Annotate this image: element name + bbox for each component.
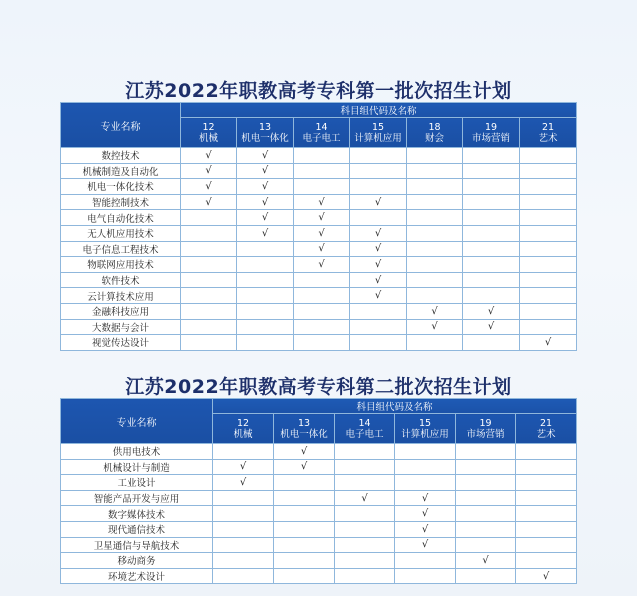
check-mark-cell: √	[407, 303, 463, 319]
table-row	[61, 210, 577, 226]
subject-name: 市场营销	[471, 132, 510, 144]
check-mark-cell	[407, 241, 463, 257]
subject-code: 19	[479, 417, 492, 429]
subject-column-header	[456, 414, 516, 444]
check-mark-cell: √	[181, 194, 237, 210]
check-mark-cell	[520, 303, 577, 319]
check-mark-cell: √	[237, 179, 294, 195]
check-mark-cell	[274, 490, 335, 506]
subject-column-header	[395, 414, 456, 444]
check-mark-cell	[407, 225, 463, 241]
check-mark-cell: √	[350, 272, 407, 288]
check-mark-cell	[395, 475, 456, 491]
check-mark-cell: √	[213, 459, 274, 475]
check-mark-cell	[237, 303, 294, 319]
major-name-cell: 软件技术	[61, 272, 181, 288]
table-row	[61, 303, 577, 319]
check-mark-cell: √	[237, 148, 294, 164]
check-mark-cell	[237, 272, 294, 288]
check-mark-cell	[463, 179, 520, 195]
major-name-cell: 电气自动化技术	[61, 210, 181, 226]
major-name-cell: 机械制造及自动化	[61, 163, 181, 179]
subject-column-header	[274, 414, 335, 444]
subject-name: 机械	[233, 428, 253, 440]
major-name-cell: 无人机应用技术	[61, 225, 181, 241]
major-name-cell: 视觉传达设计	[61, 335, 181, 351]
major-name-cell: 机械设计与制造	[61, 459, 213, 475]
check-mark-cell: √	[294, 210, 350, 226]
check-mark-cell	[181, 257, 237, 273]
check-mark-cell	[407, 335, 463, 351]
check-mark-cell	[516, 537, 577, 553]
check-mark-cell	[181, 210, 237, 226]
major-name-cell: 物联网应用技术	[61, 257, 181, 273]
check-mark-cell	[520, 194, 577, 210]
check-mark-cell: √	[181, 148, 237, 164]
table-row	[61, 241, 577, 257]
check-mark-cell	[407, 210, 463, 226]
check-mark-cell	[516, 521, 577, 537]
check-mark-cell	[350, 303, 407, 319]
check-mark-cell: √	[274, 444, 335, 460]
subject-name: 机电一体化	[280, 428, 328, 440]
major-name-cell: 现代通信技术	[61, 521, 213, 537]
check-mark-cell	[456, 444, 516, 460]
check-mark-cell	[181, 303, 237, 319]
check-mark-cell	[407, 194, 463, 210]
check-mark-cell: √	[350, 194, 407, 210]
subject-code: 15	[418, 417, 432, 429]
check-mark-cell	[520, 210, 577, 226]
check-mark-cell: √	[463, 303, 520, 319]
check-mark-cell	[520, 272, 577, 288]
check-mark-cell	[395, 568, 456, 584]
check-mark-cell	[350, 148, 407, 164]
check-mark-cell	[350, 163, 407, 179]
check-mark-cell	[294, 335, 350, 351]
check-mark-cell	[294, 319, 350, 335]
check-mark-cell	[294, 179, 350, 195]
check-mark-cell	[516, 459, 577, 475]
check-mark-cell: √	[294, 225, 350, 241]
check-mark-cell	[456, 459, 516, 475]
table-row	[61, 163, 577, 179]
check-mark-cell: √	[335, 490, 395, 506]
subject-code: 21	[541, 121, 555, 133]
check-mark-cell	[237, 335, 294, 351]
check-mark-cell	[350, 210, 407, 226]
major-name-cell: 电子信息工程技术	[61, 241, 181, 257]
check-mark-cell	[407, 272, 463, 288]
table-row	[61, 335, 577, 351]
check-mark-cell	[463, 194, 520, 210]
check-mark-cell	[335, 521, 395, 537]
check-mark-cell	[237, 241, 294, 257]
major-name-cell: 供用电技术	[61, 444, 213, 460]
table-row	[61, 459, 577, 475]
check-mark-cell	[520, 163, 577, 179]
subject-column-header	[335, 414, 395, 444]
subject-group-header: 科目组代码及名称	[181, 103, 577, 118]
second-batch-plan-table	[60, 398, 577, 584]
check-mark-cell	[213, 521, 274, 537]
check-mark-cell	[181, 272, 237, 288]
check-mark-cell	[213, 553, 274, 569]
subject-code: 13	[258, 121, 272, 133]
check-mark-cell: √	[237, 163, 294, 179]
subject-column-header	[213, 414, 274, 444]
check-mark-cell	[237, 257, 294, 273]
check-mark-cell	[237, 288, 294, 304]
check-mark-cell	[456, 537, 516, 553]
check-mark-cell	[294, 163, 350, 179]
check-mark-cell	[520, 225, 577, 241]
major-header: 专业名称	[61, 399, 213, 444]
subject-code: 12	[202, 121, 215, 133]
check-mark-cell	[516, 506, 577, 522]
check-mark-cell	[456, 506, 516, 522]
first-batch-plan-table	[60, 102, 577, 351]
major-name-cell: 数控技术	[61, 148, 181, 164]
table-row	[61, 475, 577, 491]
check-mark-cell: √	[463, 319, 520, 335]
major-name-cell: 数字媒体技术	[61, 506, 213, 522]
check-mark-cell	[407, 179, 463, 195]
subject-code: 14	[315, 121, 328, 133]
table2-title: 江苏2022年职教高考专科第二批次招生计划	[125, 376, 512, 398]
major-name-cell: 环境艺术设计	[61, 568, 213, 584]
subject-code: 21	[539, 417, 553, 429]
table-row	[61, 288, 577, 304]
major-name-cell: 工业设计	[61, 475, 213, 491]
subject-name: 市场营销	[466, 428, 505, 440]
check-mark-cell	[407, 257, 463, 273]
check-mark-cell	[213, 568, 274, 584]
check-mark-cell	[395, 553, 456, 569]
check-mark-cell	[463, 272, 520, 288]
subject-column-header	[181, 118, 237, 148]
check-mark-cell	[463, 225, 520, 241]
check-mark-cell	[516, 490, 577, 506]
subject-column-header	[463, 118, 520, 148]
check-mark-cell	[520, 288, 577, 304]
check-mark-cell: √	[181, 163, 237, 179]
check-mark-cell	[335, 444, 395, 460]
check-mark-cell	[520, 257, 577, 273]
table-row	[61, 319, 577, 335]
major-name-cell: 智能产品开发与应用	[61, 490, 213, 506]
major-name-cell: 卫星通信与导航技术	[61, 537, 213, 553]
subject-name: 计算机应用	[354, 132, 402, 144]
table-row	[61, 506, 577, 522]
check-mark-cell	[274, 521, 335, 537]
subject-column-header	[237, 118, 294, 148]
check-mark-cell	[463, 257, 520, 273]
subject-column-header	[350, 118, 407, 148]
major-name-cell: 机电一体化技术	[61, 179, 181, 195]
check-mark-cell: √	[350, 257, 407, 273]
subject-column-header	[407, 118, 463, 148]
check-mark-cell	[407, 163, 463, 179]
subject-code: 12	[236, 417, 250, 429]
check-mark-cell	[237, 319, 294, 335]
check-mark-cell	[294, 272, 350, 288]
table-row	[61, 148, 577, 164]
table-row	[61, 194, 577, 210]
check-mark-cell	[181, 241, 237, 257]
check-mark-cell	[274, 475, 335, 491]
subject-column-header	[294, 118, 350, 148]
check-mark-cell: √	[294, 241, 350, 257]
table-row	[61, 537, 577, 553]
subject-name: 艺术	[538, 132, 558, 144]
check-mark-cell	[213, 506, 274, 522]
check-mark-cell	[335, 568, 395, 584]
check-mark-cell	[294, 148, 350, 164]
check-mark-cell	[456, 521, 516, 537]
check-mark-cell	[181, 319, 237, 335]
check-mark-cell: √	[237, 225, 294, 241]
table-row	[61, 272, 577, 288]
check-mark-cell	[294, 303, 350, 319]
table-row	[61, 490, 577, 506]
subject-name: 电子电工	[302, 132, 341, 144]
table-row	[61, 553, 577, 569]
check-mark-cell	[181, 288, 237, 304]
check-mark-cell: √	[350, 241, 407, 257]
check-mark-cell	[395, 444, 456, 460]
check-mark-cell	[516, 444, 577, 460]
subject-code: 19	[484, 121, 498, 133]
check-mark-cell	[463, 163, 520, 179]
subject-code: 14	[358, 417, 371, 429]
subject-name: 机电一体化	[241, 132, 289, 144]
check-mark-cell	[274, 506, 335, 522]
subject-group-header: 科目组代码及名称	[213, 399, 577, 414]
table-row	[61, 521, 577, 537]
check-mark-cell: √	[294, 257, 350, 273]
check-mark-cell	[294, 288, 350, 304]
check-mark-cell	[335, 475, 395, 491]
check-mark-cell: √	[181, 179, 237, 195]
check-mark-cell: √	[395, 506, 456, 522]
check-mark-cell: √	[350, 225, 407, 241]
table-row	[61, 179, 577, 195]
table-row	[61, 444, 577, 460]
subject-name: 财会	[424, 132, 444, 144]
major-name-cell: 大数据与会计	[61, 319, 181, 335]
check-mark-cell: √	[274, 459, 335, 475]
check-mark-cell	[181, 335, 237, 351]
check-mark-cell: √	[395, 521, 456, 537]
check-mark-cell: √	[516, 568, 577, 584]
check-mark-cell	[456, 490, 516, 506]
check-mark-cell	[335, 537, 395, 553]
major-name-cell: 移动商务	[61, 553, 213, 569]
check-mark-cell	[516, 475, 577, 491]
check-mark-cell	[274, 553, 335, 569]
table1-title: 江苏2022年职教高考专科第一批次招生计划	[125, 80, 512, 102]
check-mark-cell: √	[407, 319, 463, 335]
table-row	[61, 257, 577, 273]
check-mark-cell: √	[350, 288, 407, 304]
table-row	[61, 225, 577, 241]
check-mark-cell	[395, 459, 456, 475]
check-mark-cell	[456, 568, 516, 584]
check-mark-cell: √	[294, 194, 350, 210]
table-row	[61, 568, 577, 584]
subject-name: 电子电工	[345, 428, 384, 440]
subject-code: 18	[428, 121, 441, 133]
major-name-cell: 金融科技应用	[61, 303, 181, 319]
major-name-cell: 云计算技术应用	[61, 288, 181, 304]
check-mark-cell: √	[520, 335, 577, 351]
subject-name: 计算机应用	[401, 428, 449, 440]
check-mark-cell	[456, 475, 516, 491]
check-mark-cell	[463, 210, 520, 226]
check-mark-cell	[335, 553, 395, 569]
check-mark-cell	[335, 459, 395, 475]
check-mark-cell: √	[395, 537, 456, 553]
check-mark-cell	[463, 148, 520, 164]
check-mark-cell	[213, 490, 274, 506]
check-mark-cell	[335, 506, 395, 522]
major-name-cell: 智能控制技术	[61, 194, 181, 210]
check-mark-cell	[520, 179, 577, 195]
check-mark-cell: √	[456, 553, 516, 569]
check-mark-cell	[520, 148, 577, 164]
check-mark-cell	[463, 335, 520, 351]
check-mark-cell	[463, 288, 520, 304]
check-mark-cell	[350, 319, 407, 335]
check-mark-cell	[463, 241, 520, 257]
check-mark-cell: √	[237, 210, 294, 226]
subject-column-header	[516, 414, 577, 444]
check-mark-cell: √	[237, 194, 294, 210]
subject-code: 15	[371, 121, 385, 133]
check-mark-cell	[520, 241, 577, 257]
check-mark-cell: √	[213, 475, 274, 491]
check-mark-cell	[520, 319, 577, 335]
check-mark-cell	[274, 537, 335, 553]
check-mark-cell	[213, 537, 274, 553]
check-mark-cell	[516, 553, 577, 569]
check-mark-cell	[181, 225, 237, 241]
subject-code: 13	[297, 417, 311, 429]
check-mark-cell	[274, 568, 335, 584]
subject-name: 机械	[198, 132, 218, 144]
subject-name: 艺术	[536, 428, 556, 440]
check-mark-cell	[407, 288, 463, 304]
check-mark-cell	[350, 179, 407, 195]
major-header: 专业名称	[61, 103, 181, 148]
subject-column-header	[520, 118, 577, 148]
check-mark-cell	[350, 335, 407, 351]
check-mark-cell: √	[395, 490, 456, 506]
check-mark-cell	[213, 444, 274, 460]
check-mark-cell	[407, 148, 463, 164]
